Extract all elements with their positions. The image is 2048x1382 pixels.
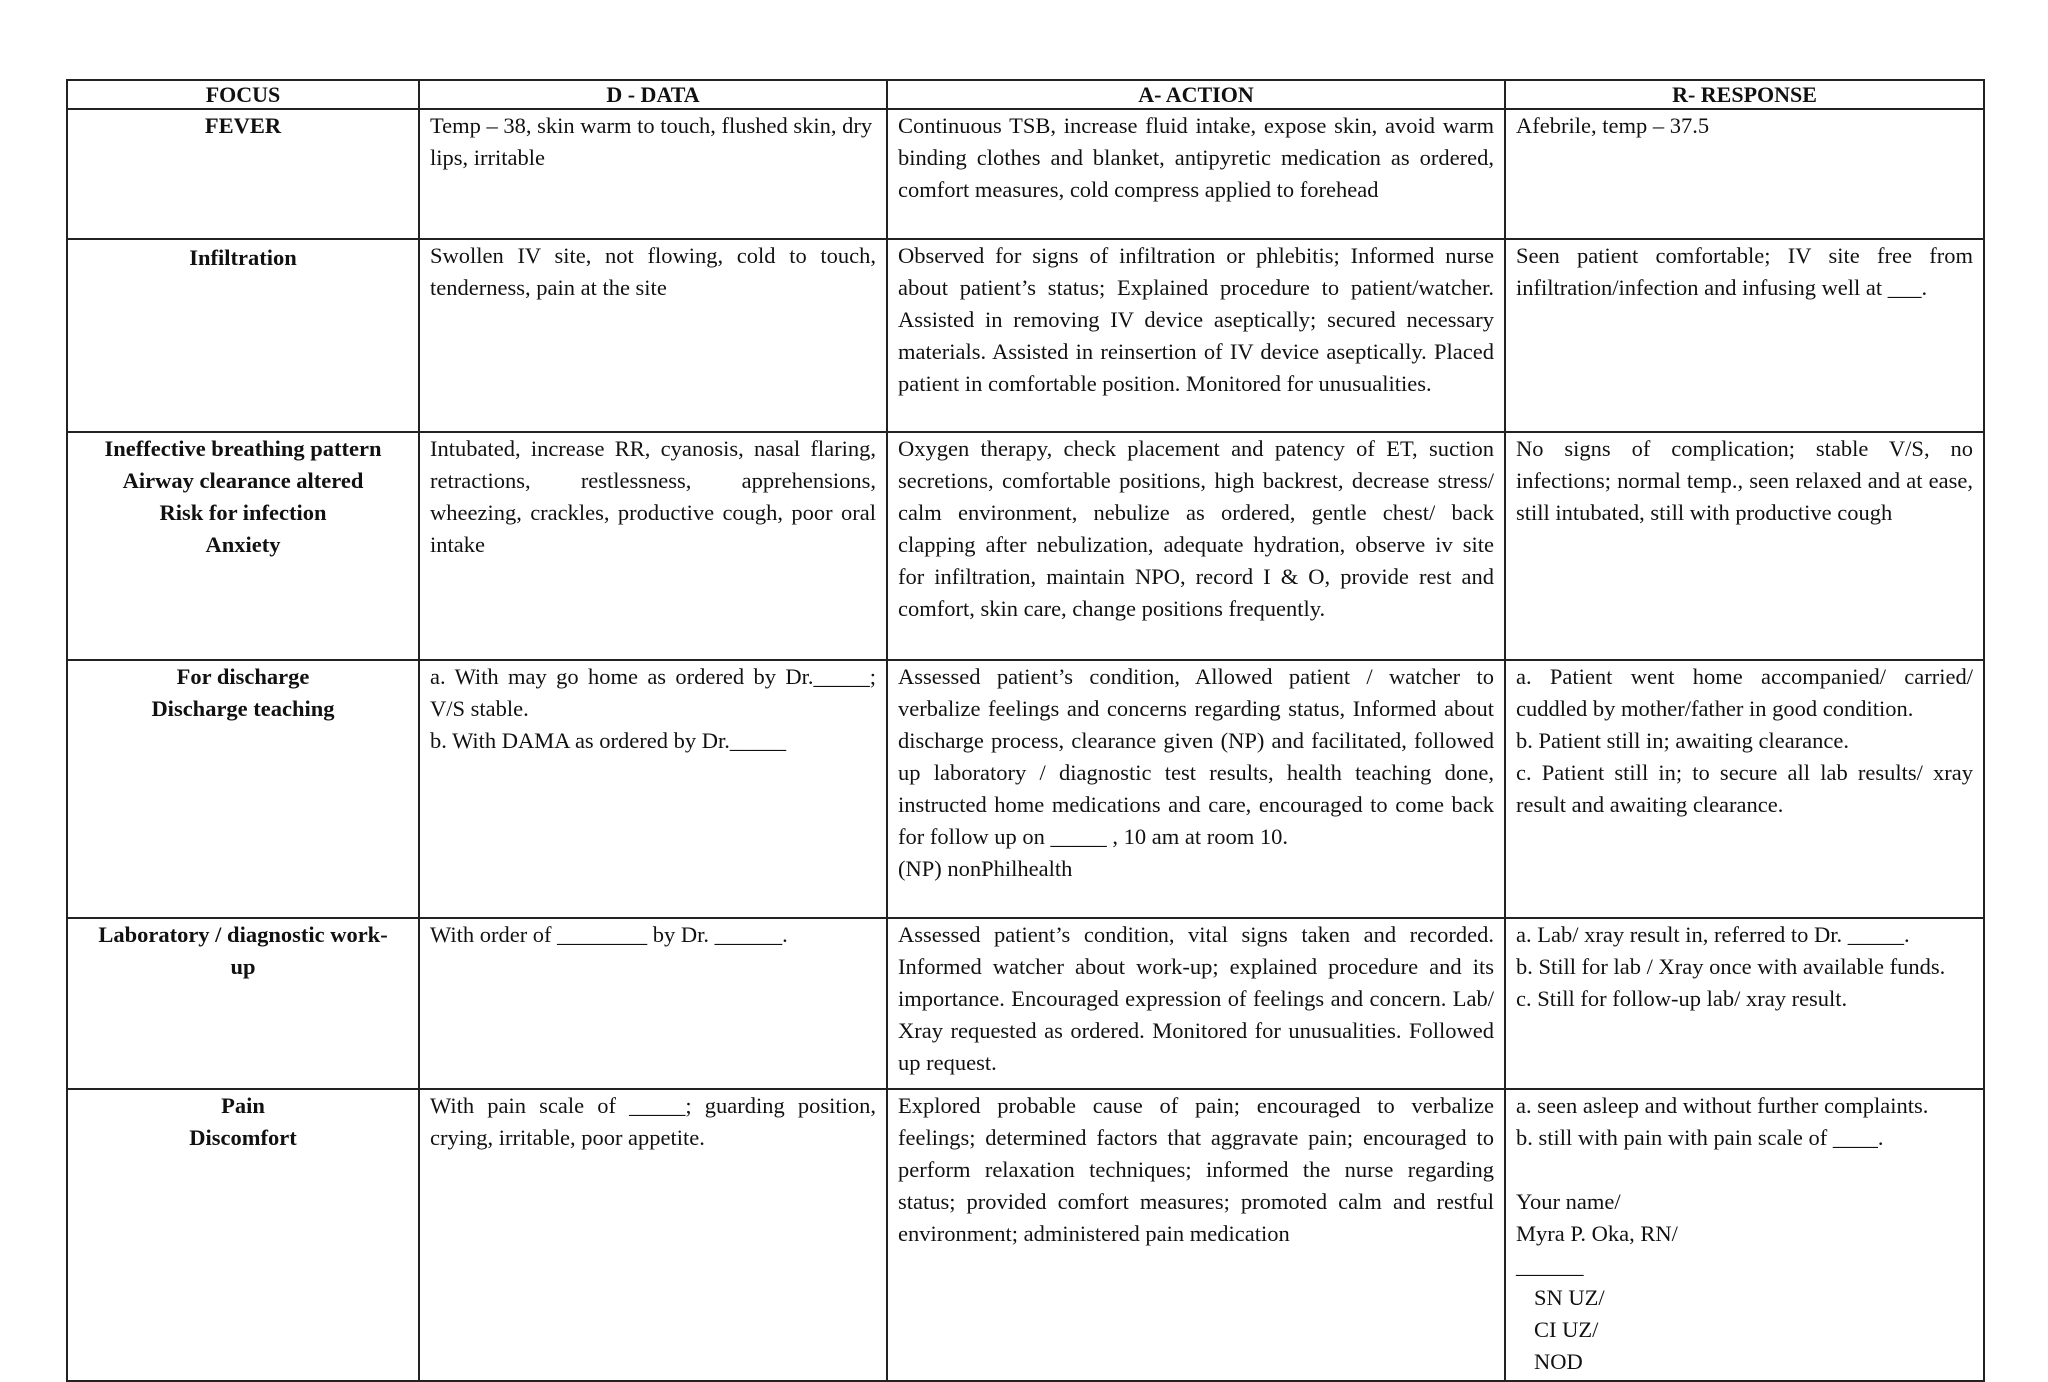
- data-text: Intubated, increase RR, cyanosis, nasal flaring, retractions, restlessness, apprehensions, wheezing, crackles, productive cough, poor oral intake: [430, 436, 876, 557]
- action-text: Explored probable cause of pain; encouraged to verbalize feelings; determined factors that aggravate pain; encouraged to perform relaxation techniques; informed the nurse regarding status; provided comfort measures; promoted calm and restful environment; administered pain medication: [898, 1093, 1494, 1246]
- action-text: Oxygen therapy, check placement and patency of ET, suction secretions, comfortable positions, high backrest, decrease stress/ calm environment, nebulize as ordered, gentle chest/ back clapping after nebulization, adequate hydration, observe iv site for infiltration, maintain NPO, record I & O, provide rest and comfort, skin care, change positions frequently.: [898, 436, 1494, 621]
- action-cell: [887, 109, 1505, 239]
- response-text: c. Still for follow-up lab/ xray result.: [1516, 986, 1848, 1011]
- response-text: b. still with pain with pain scale of ____.: [1516, 1125, 1884, 1150]
- focus-label: Laboratory / diagnostic work-up: [98, 922, 388, 979]
- action-text: Assessed patient’s condition, Allowed patient / watcher to verbalize feelings and concerns regarding status, Informed about discharge process, clearance given (NP) and facilitated, followed up laboratory / diagnostic test results, health teaching done, instructed home medications and care, encouraged to come back for follow up on _____ , 10 am at room 10.: [898, 664, 1494, 849]
- data-text: b. With DAMA as ordered by Dr._____: [430, 728, 787, 753]
- header-response: R- RESPONSE: [1505, 80, 1984, 109]
- data-cell: [419, 432, 887, 660]
- action-cell: [887, 918, 1505, 1089]
- response-cell: [1505, 109, 1984, 239]
- header-action: A- ACTION: [887, 80, 1505, 109]
- table-row: [67, 660, 1984, 918]
- fdar-table: [66, 79, 1985, 1382]
- fdar-sheet: [66, 79, 1983, 1382]
- table-row: [67, 1089, 1984, 1381]
- response-text: No signs of complication; stable V/S, no infections; normal temp., seen relaxed and at ease, still intubated, still with productive cough: [1516, 436, 1973, 525]
- table-row: [67, 109, 1984, 239]
- data-text: With order of ________ by Dr. ______.: [430, 922, 788, 947]
- data-cell: [419, 239, 887, 432]
- signature-ci-name: Myra P. Oka, RN/: [1516, 1221, 1678, 1246]
- focus-label: Airway clearance altered: [122, 468, 364, 493]
- action-cell: [887, 660, 1505, 918]
- data-text: Swollen IV site, not flowing, cold to touch, tenderness, pain at the site: [430, 243, 876, 300]
- response-text: a. seen asleep and without further complaints.: [1516, 1093, 1929, 1118]
- data-text: Temp – 38, skin warm to touch, flushed skin, dry lips, irritable: [430, 113, 873, 170]
- response-text: a. Patient went home accompanied/ carried/ cuddled by mother/father in good condition.: [1516, 664, 1973, 721]
- table-row: [67, 918, 1984, 1089]
- response-cell: [1505, 660, 1984, 918]
- table-row: [67, 432, 1984, 660]
- focus-cell: [67, 109, 419, 239]
- response-text: b. Patient still in; awaiting clearance.: [1516, 728, 1850, 753]
- focus-label: Discharge teaching: [151, 696, 335, 721]
- focus-cell: [67, 660, 419, 918]
- action-text: (NP) nonPhilhealth: [898, 856, 1073, 881]
- focus-label: Discomfort: [189, 1125, 297, 1150]
- focus-label: Infiltration: [189, 245, 297, 270]
- table-row: [67, 239, 1984, 432]
- response-cell: [1505, 432, 1984, 660]
- data-cell: [419, 660, 887, 918]
- response-text: Seen patient comfortable; IV site free from infiltration/infection and infusing well at ___.: [1516, 243, 1973, 300]
- action-cell: [887, 239, 1505, 432]
- focus-cell: [67, 918, 419, 1089]
- action-text: Assessed patient’s condition, vital signs taken and recorded. Informed watcher about work-up; explained procedure and its importance. Encouraged expression of feelings and concern. Lab/ Xray requested as ordered. Monitored for unusualities. Followed up request.: [898, 922, 1494, 1075]
- response-cell: [1505, 239, 1984, 432]
- header-row: [67, 80, 1984, 109]
- focus-label: Anxiety: [205, 532, 281, 557]
- response-text: c. Patient still in; to secure all lab results/ xray result and awaiting clearance.: [1516, 760, 1973, 817]
- response-text: Afebrile, temp – 37.5: [1516, 113, 1710, 138]
- response-cell: [1505, 1089, 1984, 1381]
- data-cell: [419, 1089, 887, 1381]
- signature-ci-label: CI UZ/: [1534, 1317, 1599, 1342]
- focus-label: Pain: [221, 1093, 265, 1118]
- focus-label: Ineffective breathing pattern: [104, 436, 382, 461]
- focus-cell: [67, 1089, 419, 1381]
- response-cell: [1505, 918, 1984, 1089]
- data-text: a. With may go home as ordered by Dr._____; V/S stable.: [430, 664, 876, 721]
- response-text: a. Lab/ xray result in, referred to Dr. _____.: [1516, 922, 1910, 947]
- signature-line-2: [1516, 1282, 1973, 1378]
- action-text: Observed for signs of infiltration or phlebitis; Informed nurse about patient’s status; Explained procedure to patient/watcher. Assisted in removing IV device aseptically; secured necessary materials. Assisted in reinsertion of IV device aseptically. Placed patient in comfortable position. Monitored for unusualities.: [898, 243, 1494, 396]
- action-text: Continuous TSB, increase fluid intake, expose skin, avoid warm binding clothes and blanket, antipyretic medication as ordered, comfort measures, cold compress applied to forehead: [898, 113, 1494, 202]
- header-data: D - DATA: [419, 80, 887, 109]
- focus-label: For discharge: [176, 664, 310, 689]
- signature-nod-label: NOD: [1534, 1349, 1583, 1374]
- focus-cell: [67, 239, 419, 432]
- data-cell: [419, 109, 887, 239]
- signature-nod-blank: ______: [1516, 1253, 1584, 1278]
- signature-sn-label: SN UZ/: [1534, 1285, 1605, 1310]
- action-cell: [887, 1089, 1505, 1381]
- data-text: With pain scale of _____; guarding position, crying, irritable, poor appetite.: [430, 1093, 876, 1150]
- data-cell: [419, 918, 887, 1089]
- focus-label: Risk for infection: [159, 500, 327, 525]
- focus-label: FEVER: [204, 113, 282, 138]
- response-text: b. Still for lab / Xray once with available funds.: [1516, 954, 1946, 979]
- signature-spacer: [1516, 1154, 1973, 1186]
- header-focus: FOCUS: [67, 80, 419, 109]
- action-cell: [887, 432, 1505, 660]
- signature-line-1: [1516, 1186, 1973, 1282]
- focus-cell: [67, 432, 419, 660]
- signature-your-name: Your name/: [1516, 1189, 1621, 1214]
